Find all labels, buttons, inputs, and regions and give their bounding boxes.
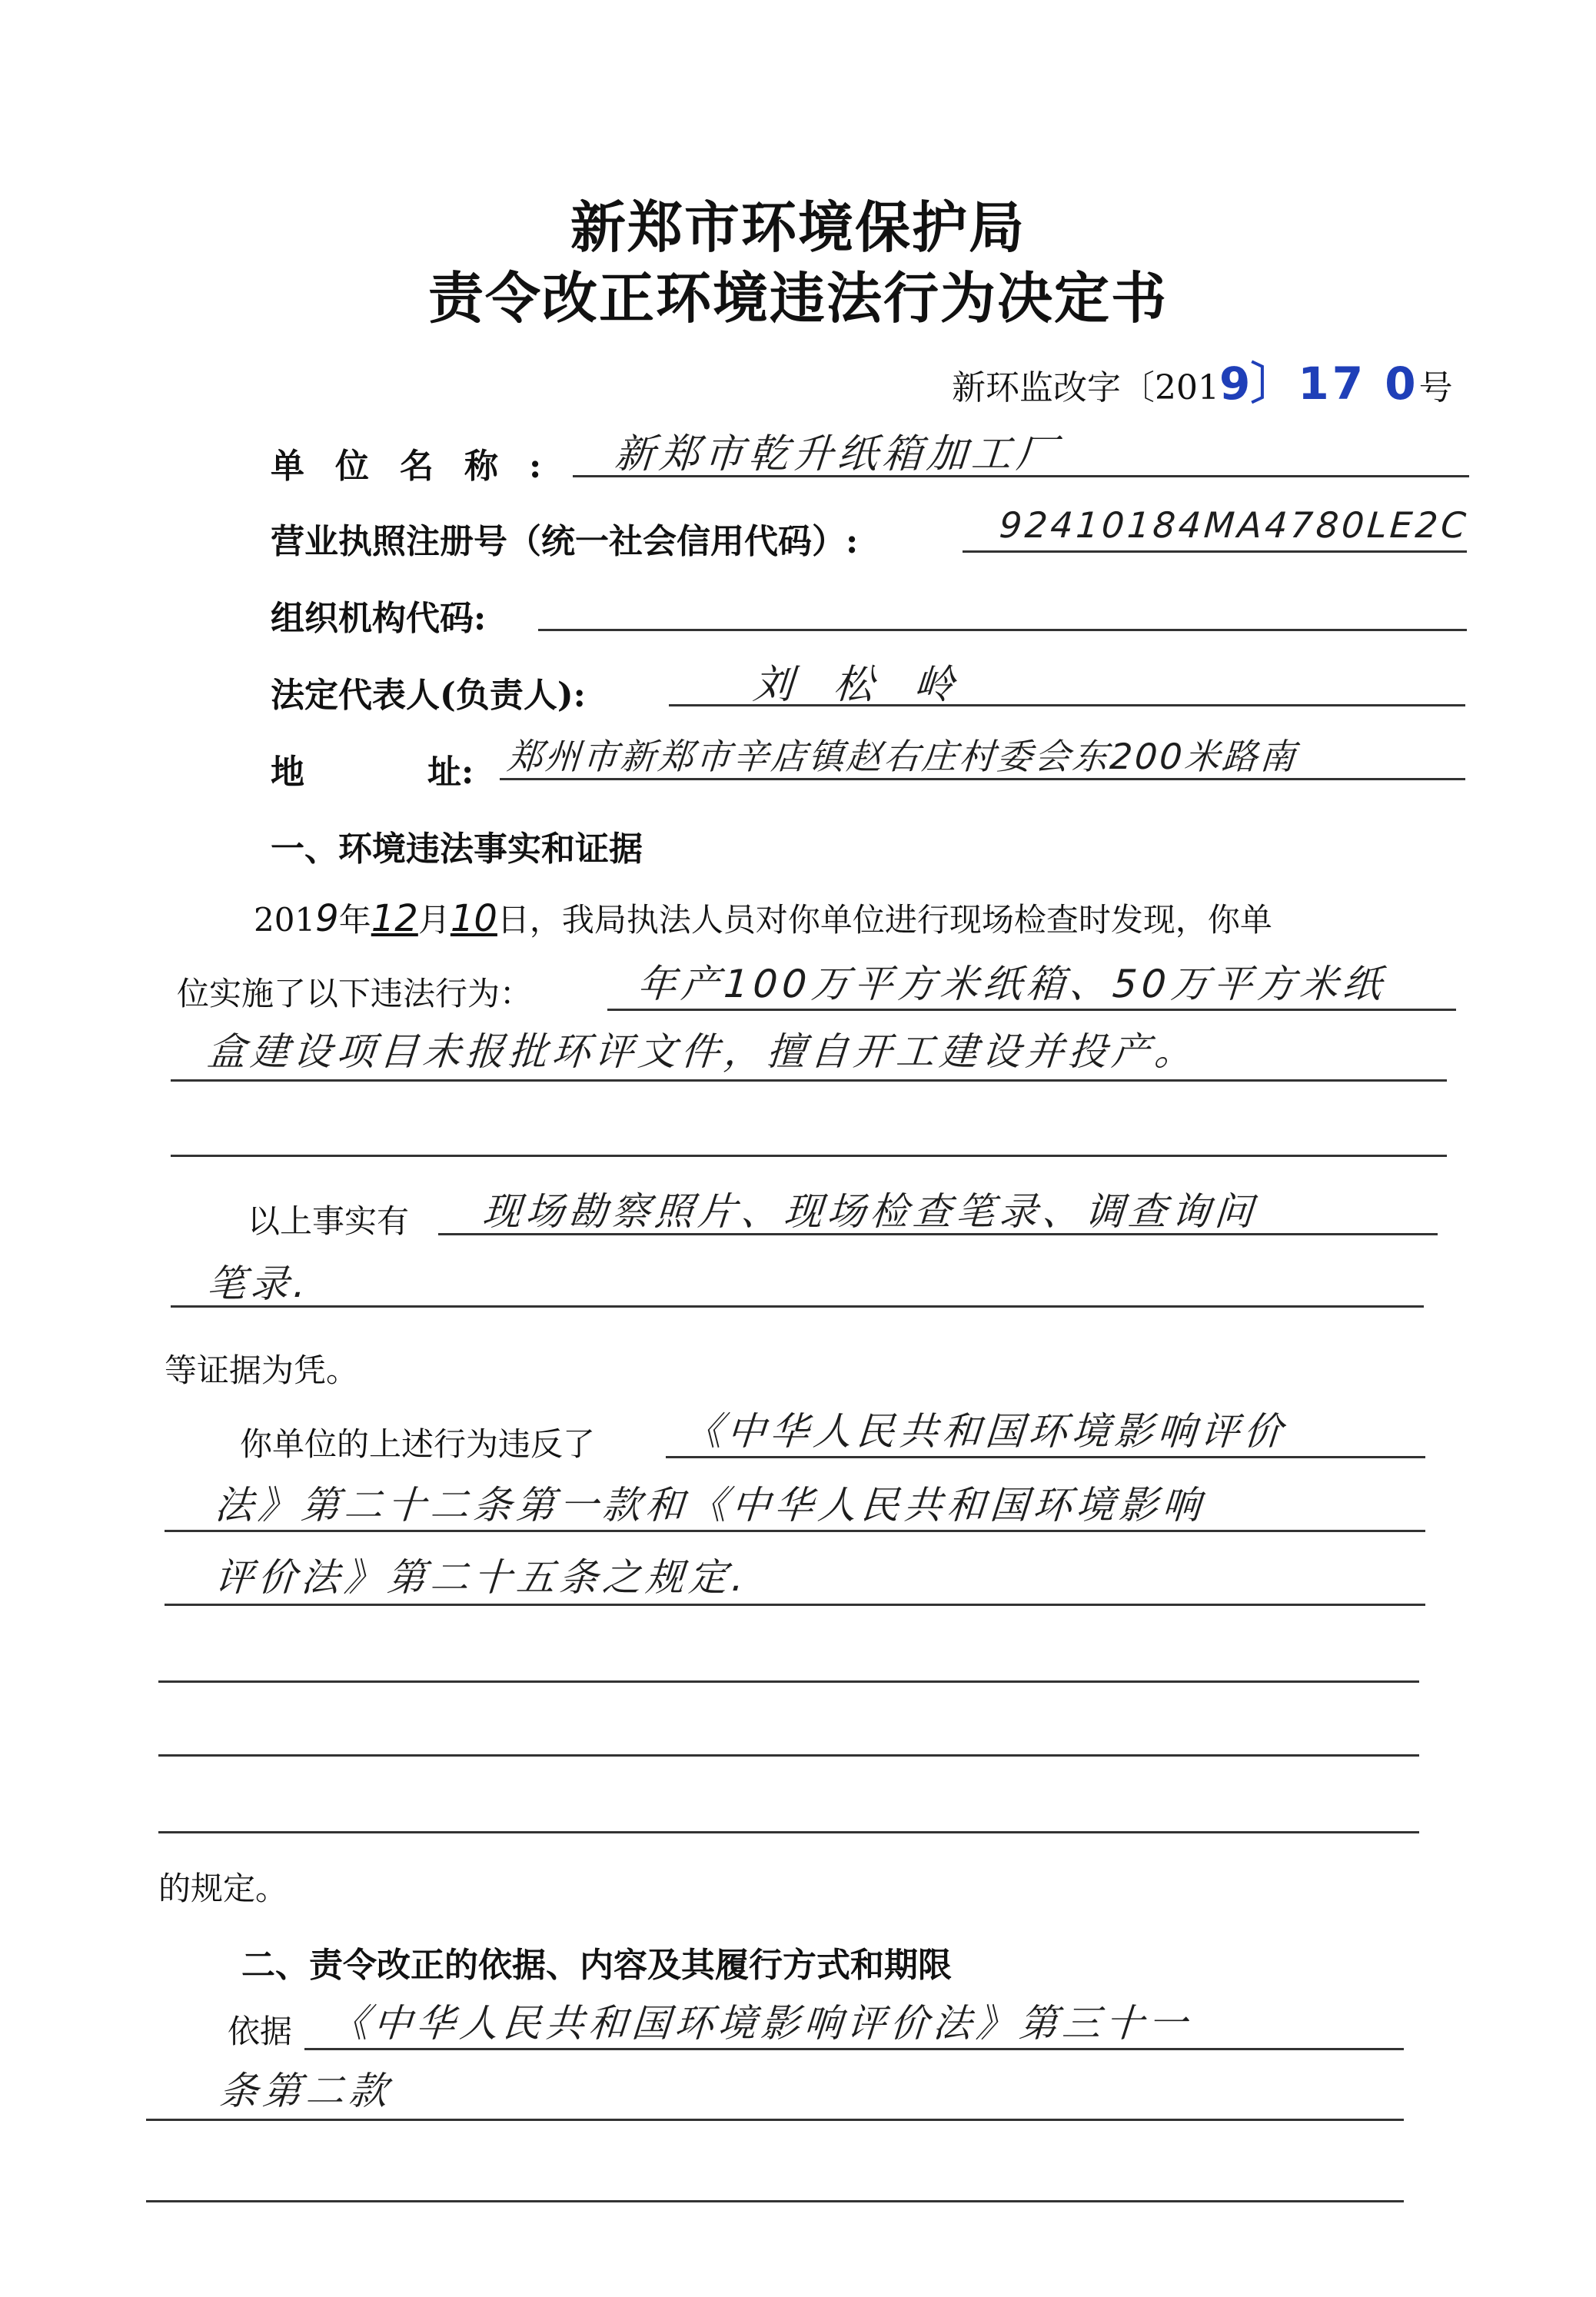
violation-underline-1 (607, 1009, 1456, 1011)
inspection-date-sentence (254, 895, 1272, 941)
title-agency: 新郑市环境保护局 (570, 194, 1026, 260)
date-month-suffix: 月 (417, 901, 451, 939)
evidence-line-2: 笔录. (205, 1262, 312, 1306)
law-underline-5 (158, 1754, 1419, 1757)
date-year-digit: 9 (315, 897, 339, 940)
legal-rep-value: 刘 松 岭 (751, 662, 969, 708)
violation-underline-2 (171, 1079, 1447, 1082)
unit-name-label: 单位名称: (271, 447, 573, 486)
evidence-underline-2 (171, 1305, 1424, 1308)
date-prefix: 201 (254, 901, 316, 939)
law-line-3: 评价法》第二十五条之规定. (213, 1555, 750, 1600)
basis-line-2: 条第二款 (218, 2069, 394, 2113)
address-label-part2: 址: (427, 753, 474, 792)
basis-underline-2 (146, 2119, 1404, 2121)
address-label-part1: 地 (271, 753, 304, 792)
section1-heading: 一、环境违法事实和证据 (271, 829, 643, 869)
violation-prefix: 位实施了以下违法行为： (177, 975, 533, 1012)
law-underline-1 (666, 1456, 1425, 1458)
violation-line-2: 盒建设项目未报批环评文件，擅自开工建设并投产。 (205, 1029, 1199, 1074)
evidence-line-1: 现场勘察照片、现场检查笔录、调查询问 (480, 1189, 1259, 1234)
section2-heading: 二、责令改正的依据、内容及其履行方式和期限 (241, 1946, 952, 1985)
org-code-underline (538, 629, 1467, 631)
document-number (952, 347, 1453, 412)
address-underline (500, 778, 1465, 780)
basis-line-1: 《中华人民共和国环境影响评价法》第三十一 (328, 2001, 1193, 2046)
unit-name-underline (573, 475, 1469, 477)
license-underline (963, 550, 1467, 553)
law-line-2: 法》第二十二条第一款和《中华人民共和国环境影响 (213, 1483, 1207, 1527)
date-year-suffix: 年 (338, 901, 371, 939)
title-document: 责令改正环境违法行为决定书 (427, 265, 1168, 331)
date-rest: 日，我局执法人员对你单位进行现场检查时发现，你单 (497, 901, 1272, 939)
doc-number-year: 9 (1219, 357, 1251, 410)
evidence-underline-1 (438, 1233, 1438, 1235)
license-label: 营业执照注册号（统一社会信用代码）: (271, 522, 859, 561)
license-value: 92410184MA4780LE2C (998, 504, 1471, 546)
evidence-suffix: 等证据为凭。 (165, 1351, 359, 1389)
legal-rep-label: 法定代表人(负责人): (271, 676, 586, 715)
law-underline-4 (158, 1680, 1419, 1683)
law-line-1: 《中华人民共和国环境影响评价 (682, 1409, 1288, 1454)
law-underline-6 (158, 1831, 1419, 1833)
law-underline-3 (165, 1604, 1425, 1606)
violation-underline-3 (171, 1155, 1447, 1157)
doc-number-serial: 〕17 0 (1250, 357, 1419, 410)
basis-underline-3 (146, 2200, 1404, 2202)
date-day: 10 (450, 897, 497, 940)
date-month: 12 (371, 897, 418, 940)
basis-prefix: 依据 (228, 2013, 293, 2050)
unit-name-value: 新郑市乾升纸箱加工厂 (613, 431, 1062, 477)
org-code-label: 组织机构代码: (271, 599, 487, 638)
violation-line-1: 年产100万平方米纸箱、50万平方米纸 (636, 962, 1388, 1006)
law-underline-2 (165, 1530, 1425, 1532)
law-prefix: 你单位的上述行为违反了 (240, 1425, 596, 1463)
address-value: 郑州市新郑市辛店镇赵右庄村委会东200米路南 (505, 736, 1299, 777)
law-suffix: 的规定。 (158, 1870, 288, 1907)
doc-number-prefix: 新环监改字〔201 (952, 368, 1219, 407)
evidence-prefix: 以上事实有 (248, 1202, 410, 1240)
legal-rep-underline (669, 704, 1465, 706)
doc-number-suffix: 号 (1418, 368, 1453, 407)
basis-underline-1 (304, 2048, 1404, 2050)
